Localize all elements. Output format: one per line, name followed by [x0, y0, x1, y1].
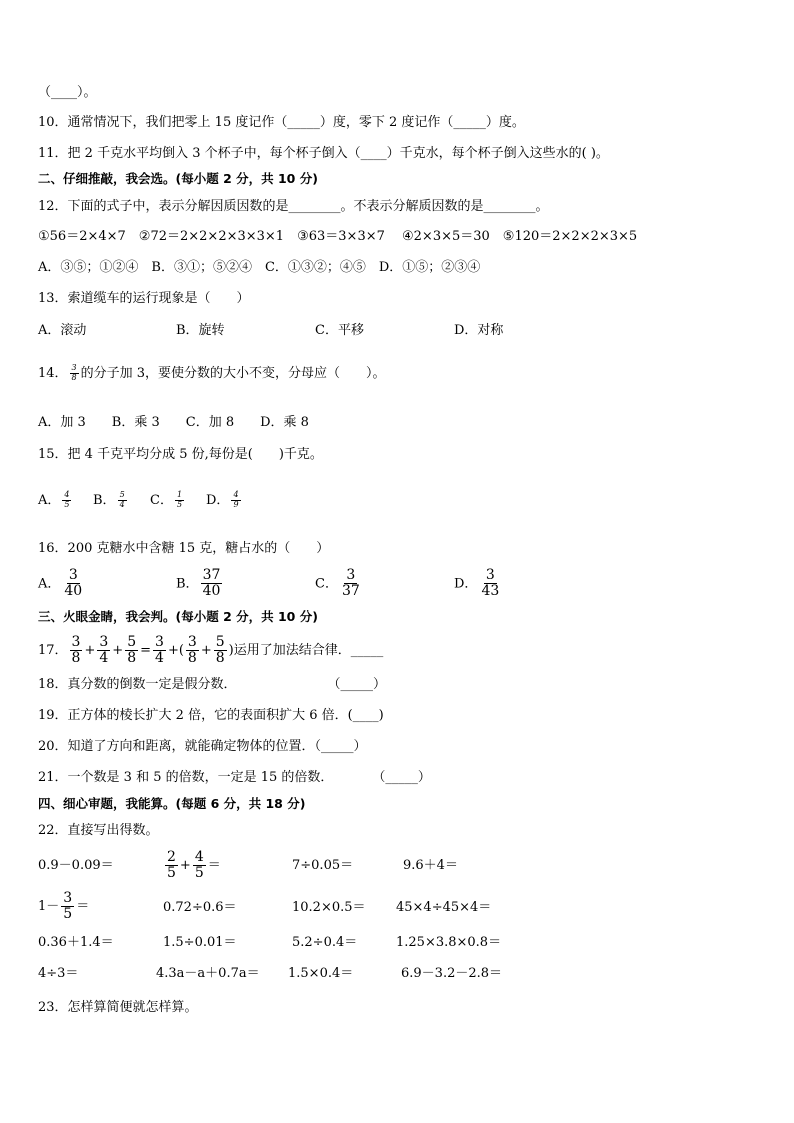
q15-option-b: B． $\frac{5}{4}$ — [93, 490, 125, 509]
q13-option-d: D．对称 — [454, 323, 504, 338]
question-14 — [38, 364, 386, 383]
q13-option-a: A．滚动 — [38, 323, 87, 338]
q14-fraction — [70, 364, 79, 383]
question-12-items: ①56＝2×4×7 ②72＝2×2×2×3×3×1 ③63＝3×3×7 ④2×3×5＝30 ⑤120＝2×2×2×3×5 — [38, 229, 638, 244]
calc-r1-c4: 9.6＋4＝ — [403, 858, 458, 873]
calc-r2-c3: 10.2×0.5＝ — [292, 900, 366, 915]
question-12: 12．下面的式子中，表示分解因质因数的是________。不表示分解质因数的是________。 — [38, 199, 549, 214]
q16-option-a: A． $\frac{3}{40}$ — [38, 567, 83, 600]
calc-r4-c3: 1.5×0.4＝ — [288, 966, 354, 981]
question-20: 20．知道了方向和距离，就能确定物体的位置．（_____） — [38, 739, 367, 754]
q16-option-c: C． $\frac{3}{37}$ — [315, 567, 360, 600]
q14-text: 的分子加 3，要使分数的大小不变，分母应（ ）。 — [80, 365, 386, 381]
q15-option-c: C． $\frac{1}{5}$ — [150, 490, 183, 509]
question-15: 15．把 4 千克平均分成 5 份,每份是( )千克。 — [38, 447, 323, 462]
q14-frac-den: 8 — [71, 372, 77, 382]
question-14-options: A．加 3 B．乘 3 C．加 8 D．乘 8 — [38, 415, 309, 430]
question-10: 10．通常情况下，我们把零上 15 度记作（_____）度，零下 2 度记作（_____）度。 — [38, 115, 525, 130]
calc-r3-c4: 1.25×3.8×0.8＝ — [396, 935, 502, 950]
calc-r1-c3: 7÷0.05＝ — [292, 858, 354, 873]
q15-option-d: D． $\frac{4}{9}$ — [206, 490, 239, 509]
calc-r3-c2: 1.5÷0.01＝ — [163, 935, 237, 950]
question-23: 23．怎样算简便就怎样算。 — [38, 1000, 198, 1015]
section-3-title: 三、火眼金睛，我会判。(每小题 2 分，共 10 分) — [38, 609, 318, 624]
calc-r3-c1: 0.36＋1.4＝ — [38, 935, 114, 950]
calc-r2-c4: 45×4÷45×4＝ — [396, 900, 492, 915]
q13-option-b: B．旋转 — [176, 323, 225, 338]
question-18: 18．真分数的倒数一定是假分数． （_____） — [38, 677, 387, 692]
question-17: 17． $\frac{3}{8}$ + $\frac{3}{4}$ + $\frac{5}{8}$ = $\frac{3}{4}$ +( $\frac{3}{8}$ + $\frac{5}{8}$ )运用了加法结合律．_____ — [38, 633, 384, 666]
q16-option-b: B． $\frac{37}{40}$ — [176, 567, 221, 600]
q14-frac-num: 3 — [71, 363, 77, 372]
calc-r4-c1: 4÷3＝ — [38, 966, 79, 981]
calc-r4-c4: 6.9－3.2－2.8＝ — [401, 966, 503, 981]
calc-r2-c2: 0.72÷0.6＝ — [163, 900, 237, 915]
question-22: 22．直接写出得数。 — [38, 823, 159, 838]
q15-option-a: A． $\frac{4}{5}$ — [38, 490, 70, 509]
question-13: 13．索道缆车的运行现象是（ ） — [38, 291, 250, 306]
calc-r2-c1: 1－ $\frac{3}{5}$ ＝ — [38, 889, 90, 922]
q13-option-c: C．平移 — [315, 323, 364, 338]
calc-r3-c3: 5.2÷0.4＝ — [292, 935, 358, 950]
calc-r4-c2: 4.3a－a＋0.7a＝ — [156, 966, 260, 981]
question-12-options: A．③⑤；①②④ B．③①；⑤②④ C．①③②；④⑤ D．①⑤；②③④ — [38, 260, 481, 275]
calc-r1-c1: 0.9－0.09＝ — [38, 858, 114, 873]
q9-tail: （____）。 — [38, 85, 97, 100]
section-2-title: 二、仔细推敲，我会选。(每小题 2 分，共 10 分) — [38, 171, 318, 186]
question-11: 11．把 2 千克水平均倒入 3 个杯子中，每个杯子倒入（____）千克水，每个杯子倒入这些水的( )。 — [38, 146, 609, 161]
question-16: 16．200 克糖水中含糖 15 克，糖占水的（ ） — [38, 541, 330, 556]
q14-number: 14． — [38, 365, 68, 381]
calc-r1-c2: $\frac{2}{5}$ + $\frac{4}{5}$ ＝ — [167, 848, 221, 881]
q16-option-d: D． $\frac{3}{43}$ — [454, 567, 500, 600]
section-4-title: 四、细心审题，我能算。(每题 6 分，共 18 分) — [38, 796, 306, 811]
question-21: 21．一个数是 3 和 5 的倍数，一定是 15 的倍数． （_____） — [38, 770, 431, 785]
question-19: 19．正方体的棱长扩大 2 倍，它的表面积扩大 6 倍．(____) — [38, 708, 384, 723]
